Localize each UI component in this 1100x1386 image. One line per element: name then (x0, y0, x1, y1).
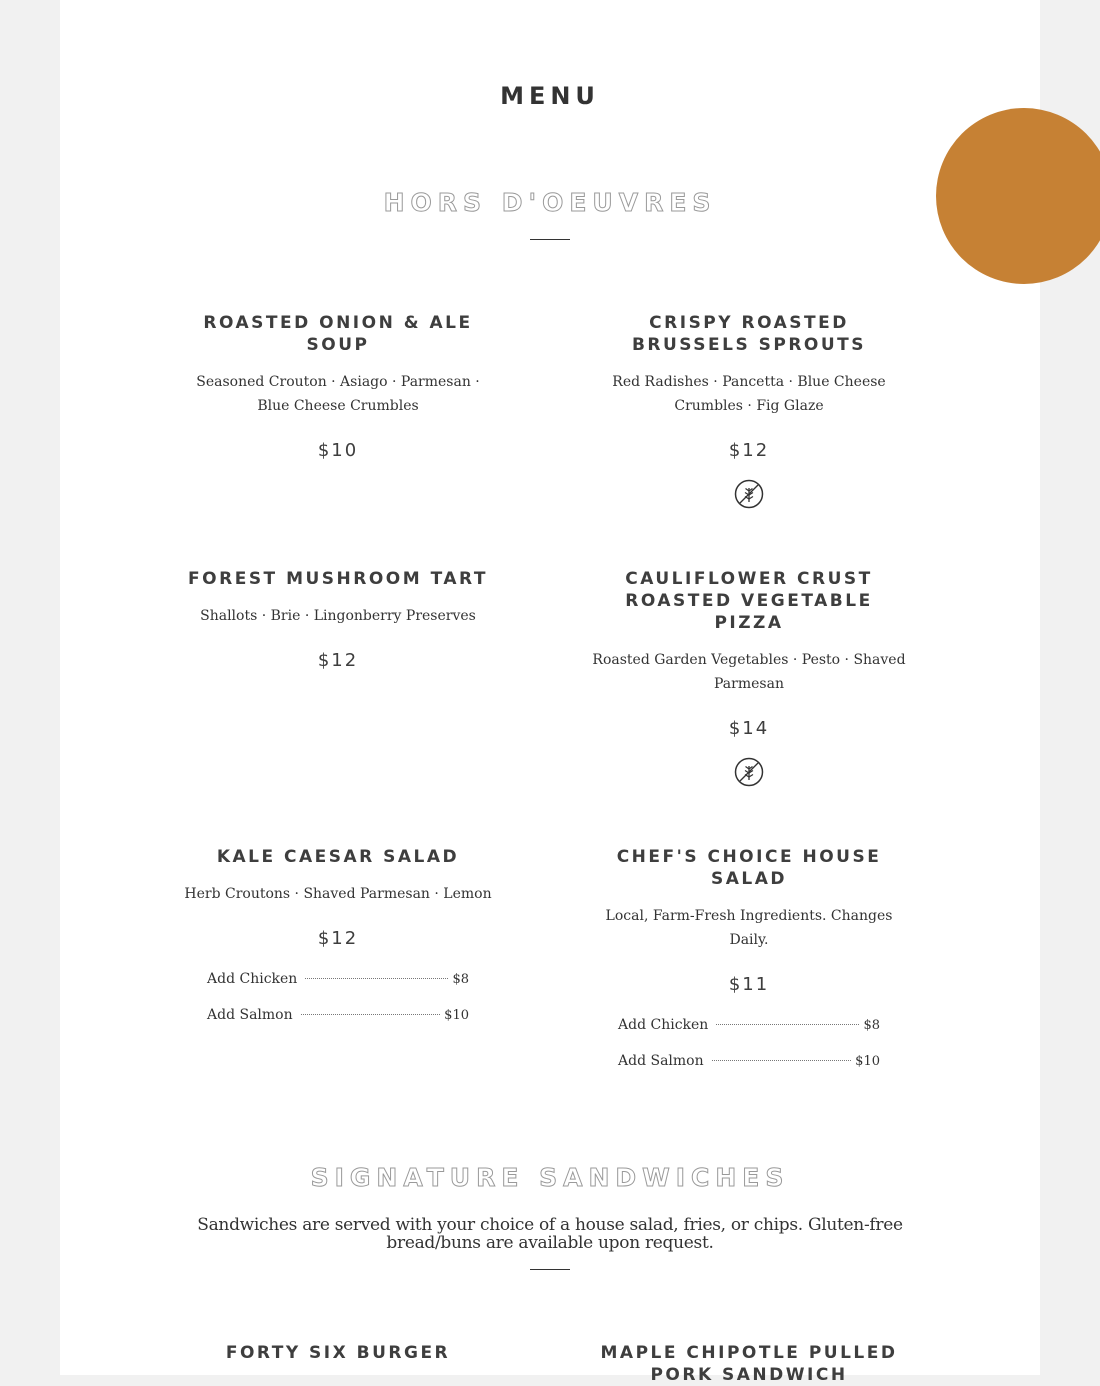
menu-item-pulled-pork-sandwich (589, 1342, 909, 1386)
dot-leader (305, 977, 448, 979)
item-price: $12 (317, 928, 359, 949)
item-description: Shallots · Brie · Lingonberry Preserves (200, 608, 476, 624)
item-name: KALE CAESAR SALAD (216, 847, 460, 867)
item-description: Roasted Garden Vegetables · Pesto · Shaved Parmesan (592, 652, 906, 692)
addon-label: Add Chicken (618, 1017, 709, 1033)
item-price: $10 (317, 440, 359, 461)
item-name: FORTY SIX BURGER (225, 1343, 451, 1363)
dot-leader (301, 1013, 441, 1015)
addon-price: $8 (452, 972, 469, 987)
section-intro: Sandwiches are served with your choice of a house salad, fries, or chips. Gluten-free bread/buns are available upon request. (197, 1215, 903, 1253)
section-title-signature-sandwiches: SIGNATURE SANDWICHES (310, 1163, 790, 1192)
page-title: MENU (500, 82, 600, 110)
item-name: CHEF'S CHOICE HOUSE SALAD (616, 847, 882, 889)
menu-item-kale-caesar (178, 846, 498, 1043)
addon-price: $10 (855, 1054, 880, 1069)
item-price: $11 (728, 974, 770, 995)
item-price: $12 (317, 650, 359, 671)
item-price: $14 (728, 718, 770, 739)
item-description: Red Radishes · Pancetta · Blue Cheese Crumbles · Fig Glaze (612, 374, 886, 414)
section-title-hors-doeuvres: HORS D'OEUVRES (383, 188, 717, 217)
addon-label: Add Chicken (207, 971, 298, 987)
addon-price: $8 (863, 1018, 880, 1033)
gluten-free-icon (734, 479, 764, 509)
item-name: CAULIFLOWER CRUST ROASTED VEGETABLE PIZZA (625, 569, 873, 633)
menu-item-brussels-sprouts (589, 312, 909, 509)
addon-list (618, 1017, 880, 1089)
addon-label: Add Salmon (618, 1053, 704, 1069)
menu-item-cauliflower-pizza (589, 568, 909, 787)
item-description: Seasoned Crouton · Asiago · Parmesan · Blue Cheese Crumbles (196, 374, 480, 414)
addon-label: Add Salmon (207, 1007, 293, 1023)
section-divider (530, 239, 570, 240)
menu-item-forty-six-burger (178, 1342, 498, 1364)
menu-item-onion-soup (178, 312, 498, 461)
addon-row (207, 1007, 469, 1043)
item-description: Local, Farm-Fresh Ingredients. Changes Daily. (605, 908, 893, 948)
section-divider (530, 1269, 570, 1270)
addon-row (618, 1053, 880, 1089)
dot-leader (712, 1059, 852, 1061)
addon-row (618, 1017, 880, 1053)
addon-row (207, 971, 469, 1007)
item-description: Herb Croutons · Shaved Parmesan · Lemon (184, 886, 492, 902)
addon-list (207, 971, 469, 1043)
gluten-free-icon (734, 757, 764, 787)
menu-item-house-salad (589, 846, 909, 1089)
menu-item-mushroom-tart (178, 568, 498, 671)
item-name: MAPLE CHIPOTLE PULLED PORK SANDWICH (600, 1343, 898, 1385)
item-name: CRISPY ROASTED BRUSSELS SPROUTS (631, 313, 867, 355)
addon-price: $10 (444, 1008, 469, 1023)
item-name: ROASTED ONION & ALE SOUP (203, 313, 473, 355)
item-price: $12 (728, 440, 770, 461)
dot-leader (716, 1023, 859, 1025)
item-name: FOREST MUSHROOM TART (188, 569, 488, 589)
